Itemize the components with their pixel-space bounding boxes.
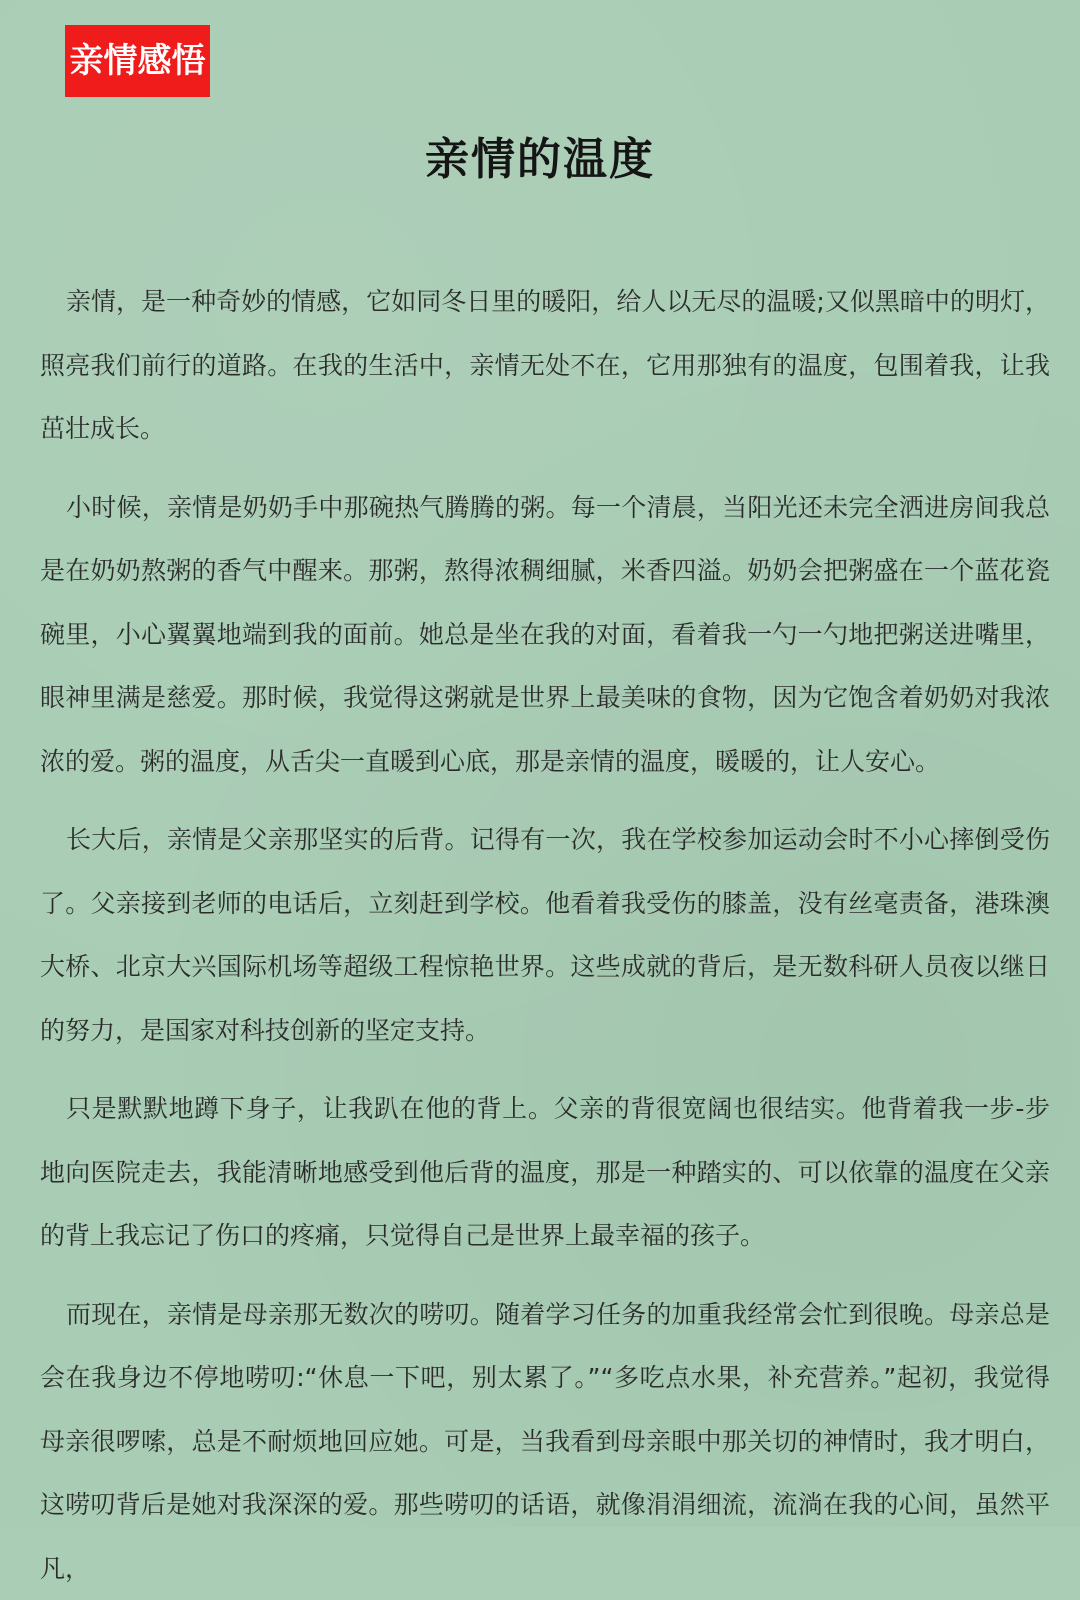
paragraph-4: 只是默默地蹲下身子，让我趴在他的背上。父亲的背很宽阔也很结实。他背着我一步-步地向医院走去，我能清晰地感受到他后背的温度，那是一种踏实的、可以依靠的温度在父亲的背上我忘记了伤口的疼痛，只觉得自己是世界上最幸福的孩子。 <box>40 1077 1050 1268</box>
paragraph-2: 小时候，亲情是奶奶手中那碗热气腾腾的粥。每一个清晨，当阳光还未完全洒进房间我总是在奶奶熬粥的香气中醒来。那粥，熬得浓稠细腻，米香四溢。奶奶会把粥盛在一个蓝花瓷碗里，小心翼翼地端到我的面前。她总是坐在我的对面，看着我一勺一勺地把粥送进嘴里，眼神里满是慈爱。那时候，我觉得这粥就是世界上最美味的食物，因为它饱含着奶奶对我浓浓的爱。粥的温度，从舌尖一直暖到心底，那是亲情的温度，暖暖的，让人安心。 <box>40 476 1050 794</box>
article-body <box>40 270 1050 1527</box>
article-title: 亲情的温度 <box>0 128 1080 192</box>
paragraph-1: 亲情，是一种奇妙的情感，它如同冬日里的暖阳，给人以无尽的温暖;又似黑暗中的明灯，照亮我们前行的道路。在我的生活中，亲情无处不在，它用那独有的温度，包围着我，让我茁壮成长。 <box>40 270 1050 461</box>
category-badge: 亲情感悟 <box>65 25 210 97</box>
paragraph-3: 长大后，亲情是父亲那坚实的后背。记得有一次，我在学校参加运动会时不小心摔倒受伤了。父亲接到老师的电话后，立刻赶到学校。他看着我受伤的膝盖，没有丝毫责备，港珠澳大桥、北京大兴国际机场等超级工程惊艳世界。这些成就的背后，是无数科研人员夜以继日的努力，是国家对科技创新的坚定支持。 <box>40 808 1050 1062</box>
paragraph-5: 而现在，亲情是母亲那无数次的唠叨。随着学习任务的加重我经常会忙到很晚。母亲总是会在我身边不停地唠叨:“休息一下吧，别太累了。”“多吃点水果，补充营养。”起初，我觉得母亲很啰嗦，总是不耐烦地回应她。可是，当我看到母亲眼中那关切的神情时，我才明白，这唠叨背后是她对我深深的爱。那些唠叨的话语，就像涓涓细流，流淌在我的心间，虽然平凡， <box>40 1283 1050 1600</box>
